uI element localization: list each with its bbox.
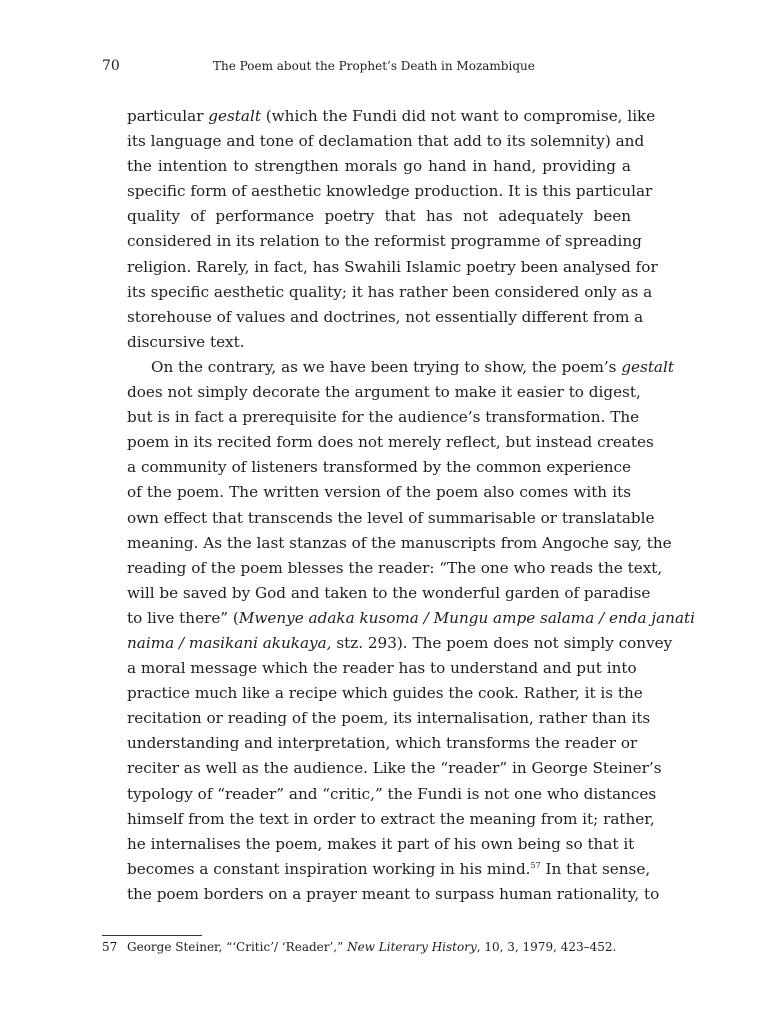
text-run[interactable]: In that sense, xyxy=(540,859,651,878)
text-run[interactable]: , 10, 3, 1979, 423–452. xyxy=(476,940,617,954)
text-run[interactable]: its specific aesthetic quality; it has rather been considered only as a xyxy=(127,282,653,301)
text-line xyxy=(127,731,638,756)
text-run[interactable]: does not simply decorate the argument to make it easier to digest, xyxy=(127,383,641,402)
text-line xyxy=(127,480,631,505)
text-line xyxy=(127,581,651,606)
text-line xyxy=(127,255,658,280)
text-run[interactable]: stz. 293). The poem does not simply convey xyxy=(331,633,673,652)
page-number: 70 xyxy=(102,58,120,74)
text-line xyxy=(127,606,695,631)
text-run[interactable]: (which the Fundi did not want to compromise, like xyxy=(260,107,656,125)
text-run[interactable]: quality of performance poetry that has not adequately been xyxy=(127,207,631,226)
text-run[interactable]: of the poem. The written version of the poem also comes with its xyxy=(127,483,631,502)
text-line xyxy=(127,882,660,907)
text-run[interactable]: the intention to strengthen morals go hand in hand, providing a xyxy=(127,157,631,176)
text-run[interactable]: its language and tone of declamation that add to its solemnity) and xyxy=(127,132,645,151)
text-line xyxy=(127,656,637,681)
italic-text: naima / masikani akukaya, xyxy=(127,633,332,652)
italic-text: Mwenye adaka kusoma / Mungu ampe salama / enda janati xyxy=(238,608,695,627)
text-run[interactable]: reading of the poem blesses the reader: “The one who reads the text, xyxy=(127,558,663,577)
italic-text: gestalt xyxy=(208,107,261,125)
text-line xyxy=(127,782,657,807)
text-run[interactable]: George Steiner, “‘Critic’/ ‘Reader’,” xyxy=(127,940,348,954)
text-line xyxy=(127,280,653,305)
text-run[interactable]: poem in its recited form does not merely reflect, but instead creates xyxy=(127,433,654,452)
text-line xyxy=(127,104,656,129)
text-run[interactable]: storehouse of values and doctrines, not essentially different from a xyxy=(127,307,644,326)
text-run[interactable]: On the contrary, as we have been trying to show, the poem’s xyxy=(151,357,622,376)
text-run[interactable]: will be saved by God and taken to the wonderful garden of paradise xyxy=(127,583,651,602)
text-line xyxy=(127,330,631,355)
text-run[interactable]: considered in its relation to the reformist programme of spreading xyxy=(127,232,642,251)
footnote xyxy=(102,940,616,954)
text-line xyxy=(127,380,641,405)
text-line xyxy=(127,455,631,480)
italic-text: New Literary History xyxy=(347,940,477,954)
text-run[interactable]: a moral message which the reader has to understand and put into xyxy=(127,659,637,678)
text-run[interactable]: discursive text. xyxy=(127,332,245,351)
text-run[interactable]: a community of listeners transformed by the common experience xyxy=(127,458,631,477)
text-run[interactable]: particular xyxy=(127,107,209,125)
text-line xyxy=(127,129,645,154)
text-line xyxy=(127,229,642,254)
text-run[interactable]: understanding and interpretation, which transforms the reader or xyxy=(127,734,638,753)
footnote-number: 57 xyxy=(102,940,118,954)
text-run[interactable]: specific form of aesthetic knowledge production. It is this particular xyxy=(127,182,653,201)
text-line xyxy=(127,355,674,380)
text-run[interactable]: himself from the text in order to extract the meaning from it; rather, xyxy=(127,809,655,828)
text-line xyxy=(127,179,653,204)
text-run[interactable]: becomes a constant inspiration working in his mind. xyxy=(127,859,531,878)
text-line xyxy=(127,681,643,706)
text-line xyxy=(127,305,644,330)
footnote-reference[interactable]: 57 xyxy=(530,860,541,870)
text-run[interactable]: religion. Rarely, in fact, has Swahili Islamic poetry been analysed for xyxy=(127,257,658,276)
text-line xyxy=(127,556,663,581)
text-line xyxy=(127,154,631,179)
text-run[interactable]: but is in fact a prerequisite for the audience’s transformation. The xyxy=(127,408,640,427)
text-line xyxy=(127,756,662,781)
text-run[interactable]: the poem borders on a prayer meant to surpass human rationality, to xyxy=(127,884,660,903)
text-run[interactable]: reciter as well as the audience. Like the “reader” in George Steiner’s xyxy=(127,759,662,778)
running-header xyxy=(0,58,768,78)
text-line xyxy=(127,857,651,882)
text-line xyxy=(127,832,635,857)
text-line xyxy=(127,531,672,556)
text-line xyxy=(127,706,651,731)
text-line xyxy=(127,506,655,531)
text-run[interactable]: practice much like a recipe which guides the cook. Rather, it is the xyxy=(127,684,643,703)
text-line xyxy=(127,204,631,229)
body-text xyxy=(127,104,695,907)
text-line xyxy=(127,807,655,832)
italic-text: gestalt xyxy=(621,357,674,376)
text-run[interactable]: recitation or reading of the poem, its internalisation, rather than its xyxy=(127,709,651,728)
running-head-title: The Poem about the Prophet’s Death in Mozambique xyxy=(213,59,535,73)
text-run[interactable]: typology of “reader” and “critic,” the Fundi is not one who distances xyxy=(127,784,657,803)
text-line xyxy=(127,631,673,656)
text-line xyxy=(127,405,640,430)
text-run[interactable]: he internalises the poem, makes it part of his own being so that it xyxy=(127,834,635,853)
footnote-rule xyxy=(102,935,202,936)
text-line xyxy=(127,430,654,455)
text-run[interactable]: to live there” ( xyxy=(127,608,239,627)
footnote-text xyxy=(127,940,616,954)
text-run[interactable]: meaning. As the last stanzas of the manuscripts from Angoche say, the xyxy=(127,533,672,552)
text-run[interactable]: own effect that transcends the level of summarisable or translatable xyxy=(127,508,655,527)
